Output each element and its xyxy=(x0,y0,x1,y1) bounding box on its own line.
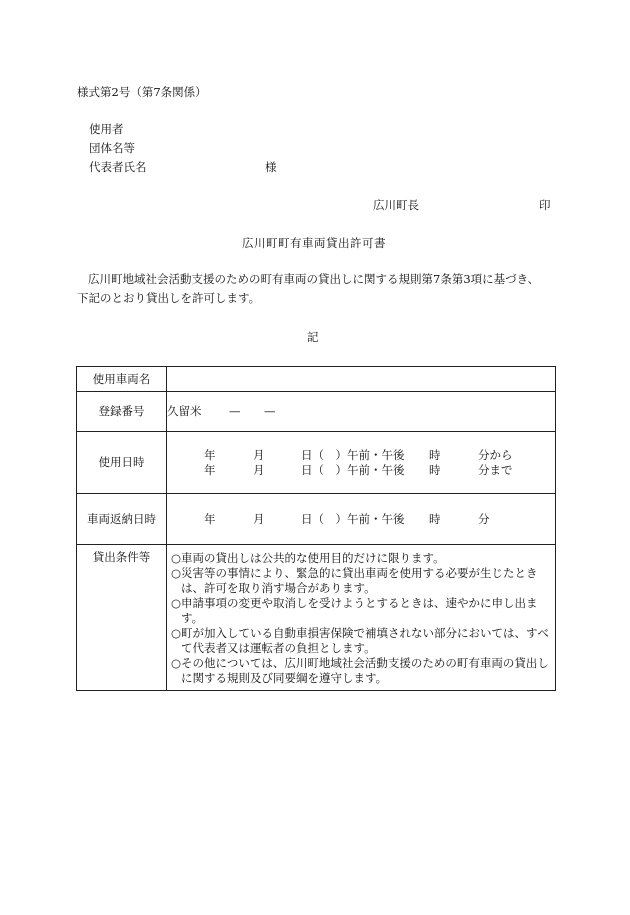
table-row xyxy=(77,392,556,432)
conditions-value xyxy=(167,545,556,691)
month-unit: 月 xyxy=(253,511,265,526)
table-row xyxy=(77,494,556,545)
hour-unit: 時 xyxy=(429,462,441,477)
usage-datetime-value xyxy=(167,432,556,494)
day-ampm: 日（ ）午前・午後 xyxy=(301,447,405,462)
document-title: 広川町町有車両貸出許可書 xyxy=(242,236,386,250)
list-item xyxy=(171,566,549,596)
circle-bullet-icon: ○ xyxy=(171,626,182,640)
table-row xyxy=(77,367,556,392)
hour-unit: 時 xyxy=(429,511,441,526)
month-unit: 月 xyxy=(253,447,265,462)
list-item xyxy=(171,551,549,566)
vehicle-name-value xyxy=(167,367,556,392)
list-item xyxy=(171,656,549,686)
registration-dash: — xyxy=(264,404,276,418)
body-line-1: 広川町地域社会活動支援のための町有車両の貸出しに関する規則第7条第3項に基づき、 xyxy=(88,272,540,286)
hour-unit: 時 xyxy=(429,447,441,462)
table-row xyxy=(77,432,556,494)
condition-text: 町が加入している自動車損害保険で補填されない部分においては、すべて代表者又は運転者の負担とします。 xyxy=(181,626,549,655)
ki-heading: 記 xyxy=(307,330,319,344)
return-datetime-value xyxy=(167,494,556,545)
body-line-2: 下記のとおり貸出しを許可します。 xyxy=(77,291,261,305)
form-number: 様式第2号（第7条関係） xyxy=(77,85,207,99)
conditions-list xyxy=(167,545,555,690)
registration-label: 登録番号 xyxy=(77,392,167,432)
circle-bullet-icon: ○ xyxy=(171,596,182,610)
issuer-name: 広川町長 xyxy=(373,198,419,212)
circle-bullet-icon: ○ xyxy=(171,551,182,565)
seal-mark: 印 xyxy=(539,198,551,212)
condition-text: 申請事項の変更や取消しを受けようとするときは、速やかに申し出ます。 xyxy=(181,596,538,625)
day-ampm: 日（ ）午前・午後 xyxy=(301,511,405,526)
year-unit: 年 xyxy=(204,462,216,477)
month-unit: 月 xyxy=(253,462,265,477)
minute-from: 分から xyxy=(478,447,513,462)
circle-bullet-icon: ○ xyxy=(171,656,182,670)
condition-text: その他については、広川町地域社会活動支援のための町有車両の貸出しに関する規則及び同要綱を遵守します。 xyxy=(181,656,549,685)
registration-prefix: 久留米 xyxy=(167,404,202,418)
return-datetime-label: 車両返納日時 xyxy=(77,494,167,545)
condition-text: 車両の貸出しは公共的な使用目的だけに限ります。 xyxy=(181,551,445,565)
circle-bullet-icon: ○ xyxy=(171,566,182,580)
minute-until: 分まで xyxy=(478,462,513,477)
recipient-group-label: 団体名等 xyxy=(89,141,135,155)
recipient-rep-label: 代表者氏名 xyxy=(89,160,147,174)
recipient-user-label: 使用者 xyxy=(89,122,124,136)
usage-datetime-label: 使用日時 xyxy=(77,432,167,494)
day-ampm: 日（ ）午前・午後 xyxy=(301,462,405,477)
year-unit: 年 xyxy=(204,447,216,462)
table-row xyxy=(77,545,556,691)
registration-dash: — xyxy=(229,404,241,418)
honorific: 様 xyxy=(265,160,277,174)
year-unit: 年 xyxy=(204,511,216,526)
list-item xyxy=(171,626,549,656)
minute-unit: 分 xyxy=(478,511,490,526)
list-item xyxy=(171,596,549,626)
conditions-label: 貸出条件等 xyxy=(77,545,167,691)
permit-table xyxy=(76,366,556,691)
registration-value xyxy=(167,392,556,432)
condition-text: 災害等の事情により、緊急的に貸出車両を使用する必要が生じたときは、許可を取り消す場合があります。 xyxy=(181,566,538,595)
vehicle-name-label: 使用車両名 xyxy=(77,367,167,392)
